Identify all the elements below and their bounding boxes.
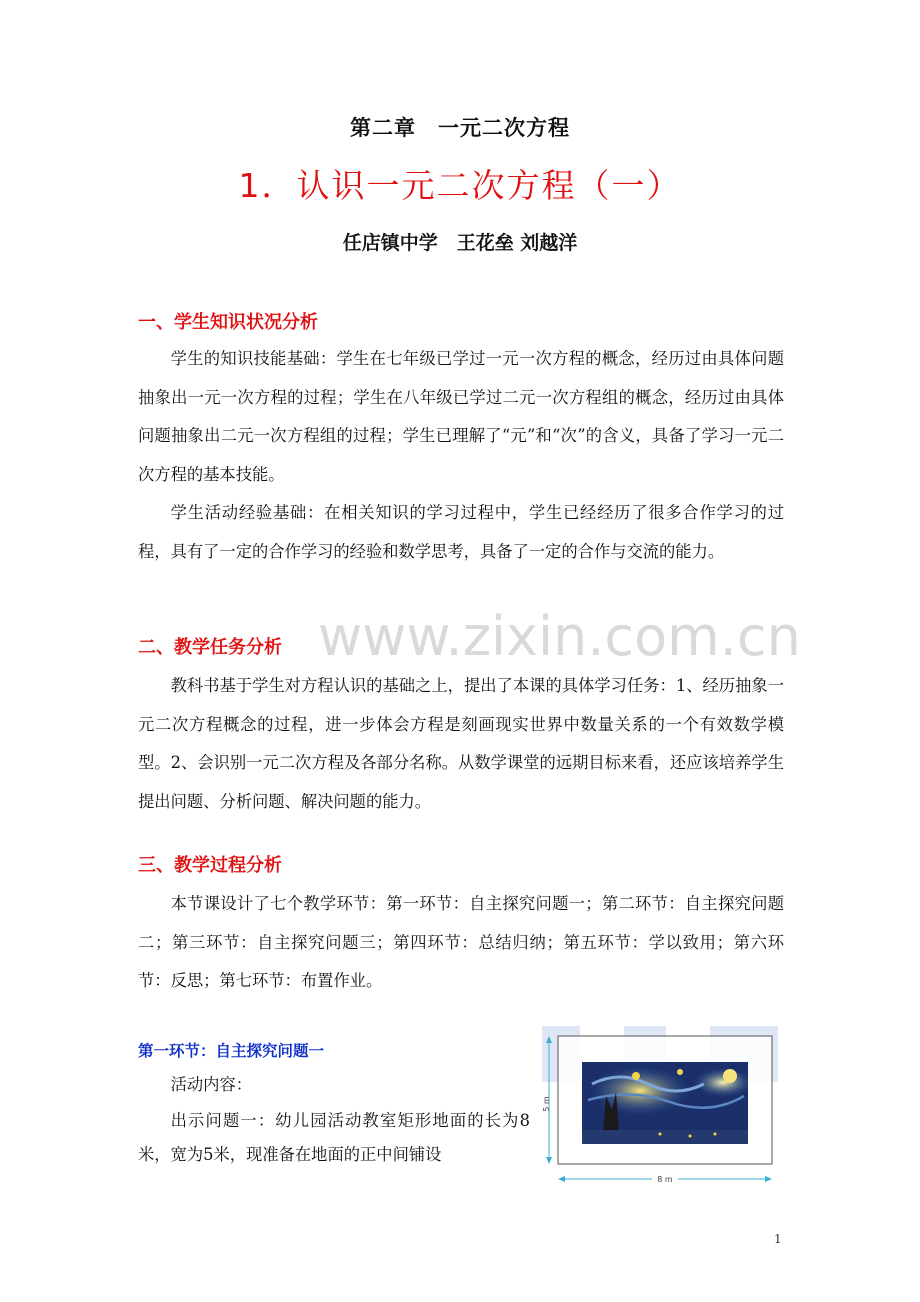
watermark: www.zixin.com.cn — [318, 605, 801, 668]
chapter-title: 第二章 一元二次方程 — [350, 116, 570, 140]
paragraph-activity-basis: 学生活动经验基础：在相关知识的学习过程中，学生已经经历了很多合作学习的过程，具有了一定的合作学习的经验和数学思考，具备了一定的合作与交流的能力。 — [138, 503, 784, 561]
page-number: 1 — [774, 1232, 782, 1246]
paragraph-process-analysis: 本节课设计了七个教学环节：第一环节：自主探究问题一；第二环节：自主探究问题二；第三环节：自主探究问题三；第四环节：总结归纳；第五环节：学以致用；第六环节：反思；第七环节：布置作业。 — [138, 894, 784, 990]
authors: 任店镇中学 王花垒 刘越洋 — [342, 232, 578, 254]
height-label: 5 m — [542, 1096, 551, 1112]
width-label: 8 m — [657, 1175, 673, 1184]
paragraph-activity-content: 活动内容： — [170, 1075, 253, 1094]
width-arrow-right — [765, 1176, 772, 1182]
section-heading-process-analysis: 三、教学过程分析 — [138, 855, 282, 876]
carpet-painting — [582, 1062, 748, 1144]
paragraph-knowledge-basis: 学生的知识技能基础：学生在七年级已学过一元一次方程的概念，经历过由具体问题抽象出一元一次方程的过程；学生在八年级已学过二元一次方程组的概念，经历过由具体问题抽象出二元一次方程组的过程；学生已理解了“元”和“次”的含义，具备了学习一元二次方程的基本技能。 — [138, 349, 784, 484]
width-arrow-left — [558, 1176, 565, 1182]
section-heading-student-analysis: 一、学生知识状况分析 — [138, 312, 318, 333]
section-heading-task-analysis: 二、教学任务分析 — [138, 637, 282, 658]
height-arrow-bottom — [546, 1157, 552, 1164]
lesson-title: 1．认识一元二次方程（一） — [238, 166, 682, 205]
floor-plan-figure — [540, 1026, 780, 1186]
step-heading-explore-1: 第一环节：自主探究问题一 — [138, 1042, 325, 1060]
paragraph-task-analysis: 教科书基于学生对方程认识的基础之上，提出了本课的具体学习任务：1、经历抽象一元二次方程概念的过程，进一步体会方程是刻画现实世界中数量关系的一个有效数学模型。2、会识别一元二次方程及各部分名称。从数学课堂的远期目标来看，还应该培养学生提出问题、分析问题、解决问题的能力。 — [138, 676, 784, 811]
paragraph-problem-1: 出示问题一：幼儿园活动教室矩形地面的长为8米，宽为5米，现准备在地面的正中间铺设 — [138, 1111, 530, 1164]
floor-plan-svg — [540, 1026, 780, 1186]
